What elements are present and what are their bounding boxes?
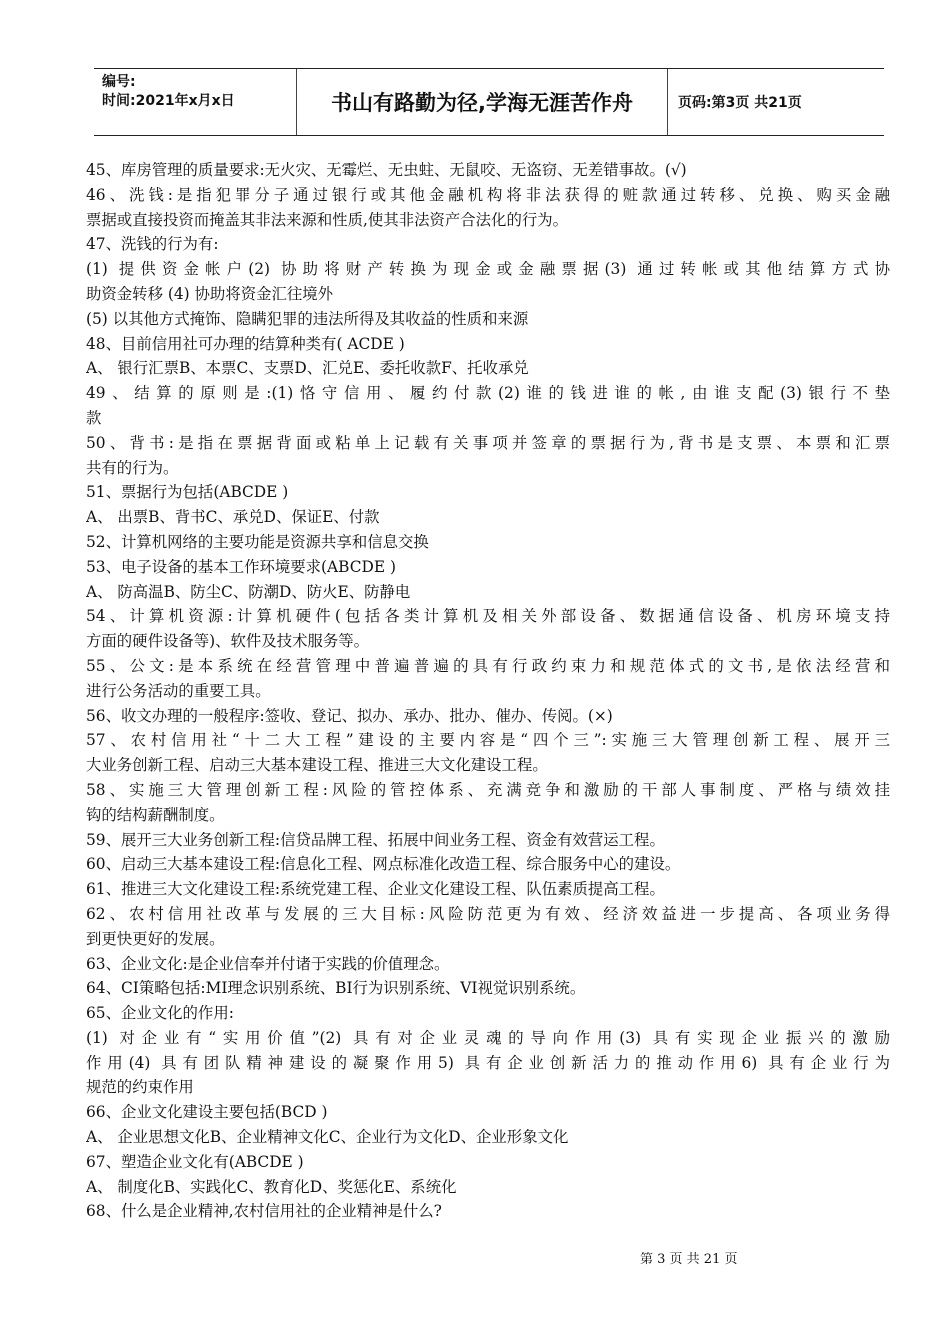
- text-line: 61、推进三大文化建设工程:系统党建工程、企业文化建设工程、队伍素质提高工程。: [86, 880, 665, 899]
- header-meta: [94, 69, 296, 135]
- page-footer: 第 3 页 共 21 页: [640, 1252, 738, 1267]
- text-line: 钩的结构薪酬制度。: [86, 805, 225, 824]
- header-motto: 书山有路勤为径,学海无涯苦作舟: [296, 69, 668, 135]
- text-line: 56、收文办理的一般程序:签收、登记、拟办、承办、批办、催办、传阅。(×): [86, 706, 613, 725]
- text-line: 款: [86, 408, 102, 427]
- text-line: 规范的约束作用: [86, 1078, 194, 1097]
- text-line: 46、洗钱:是指犯罪分子通过银行或其他金融机构将非法获得的赃款通过转移、兑换、购买金融: [86, 185, 890, 204]
- document-body: [86, 158, 890, 1224]
- text-line: 67、塑造企业文化有(ABCDE ): [86, 1152, 304, 1171]
- text-line: 54、计算机资源:计算机硬件(包括各类计算机及相关外部设备、数据通信设备、机房环境支持: [86, 607, 890, 626]
- text-line: (5) 以其他方式掩饰、隐瞒犯罪的违法所得及其收益的性质和来源: [86, 309, 529, 328]
- header-page-info: 页码:第3页 共21页: [678, 95, 802, 111]
- text-line: 62、农村信用社改革与发展的三大目标:风险防范更为有效、经济效益进一步提高、各项业务得: [86, 904, 890, 923]
- text-line: A、 银行汇票B、本票C、支票D、汇兑E、委托收款F、托收承兑: [86, 359, 529, 378]
- text-line: (1) 对企业有“实用价值”(2) 具有对企业灵魂的导向作用(3) 具有实现企业振兴的激励: [86, 1028, 890, 1047]
- text-line: 大业务创新工程、启动三大基本建设工程、推进三大文化建设工程。: [86, 756, 548, 775]
- text-line: 助资金转移 (4) 协助将资金汇往境外: [86, 284, 334, 303]
- text-line: 到更快更好的发展。: [86, 929, 225, 948]
- text-line: 52、计算机网络的主要功能是资源共享和信息交换: [86, 532, 429, 551]
- code-label: 编号:: [102, 74, 136, 90]
- text-line: 57、农村信用社“十二大工程”建设的主要内容是“四个三”:实施三大管理创新工程、展开三: [86, 731, 890, 750]
- text-line: 53、电子设备的基本工作环境要求(ABCDE ): [86, 557, 397, 576]
- text-line: A、 制度化B、实践化C、教育化D、奖惩化E、系统化: [86, 1177, 457, 1196]
- text-line: 64、CI策略包括:MI理念识别系统、BI行为识别系统、VI视觉识别系统。: [86, 979, 586, 998]
- text-line: 49、结算的原则是:(1)恪守信用、履约付款(2)谁的钱进谁的帐,由谁支配(3)银行不垫: [86, 384, 890, 403]
- text-line: 共有的行为。: [86, 458, 179, 477]
- text-line: 59、展开三大业务创新工程:信贷品牌工程、拓展中间业务工程、资金有效营运工程。: [86, 830, 665, 849]
- text-line: 65、企业文化的作用:: [86, 1004, 234, 1023]
- text-line: 58、实施三大管理创新工程:风险的管控体系、充满竞争和激励的干部人事制度、严格与绩效挂: [86, 780, 890, 799]
- text-line: 进行公务活动的重要工具。: [86, 681, 271, 700]
- text-line: 作用(4) 具有团队精神建设的凝聚作用5) 具有企业创新活力的推动作用6) 具有企业行为: [86, 1053, 890, 1072]
- text-line: 51、票据行为包括(ABCDE ): [86, 483, 289, 502]
- time-label: 时间:2021年x月x日: [102, 93, 235, 109]
- text-line: A、 出票B、背书C、承兑D、保证E、付款: [86, 508, 380, 527]
- text-line: 63、企业文化:是企业信奉并付诸于实践的价值理念。: [86, 954, 450, 973]
- text-line: A、 防高温B、防尘C、防潮D、防火E、防静电: [86, 582, 411, 601]
- text-line: 45、库房管理的质量要求:无火灾、无霉烂、无虫蛀、无鼠咬、无盗窃、无差错事故。(√): [86, 161, 687, 179]
- text-line: 60、启动三大基本建设工程:信息化工程、网点标准化改造工程、综合服务中心的建设。: [86, 855, 681, 874]
- text-line: 48、目前信用社可办理的结算种类有( ACDE ): [86, 334, 405, 353]
- text-line: 66、企业文化建设主要包括(BCD ): [86, 1103, 328, 1122]
- text-line: 50、背书:是指在票据背面或粘单上记载有关事项并签章的票据行为,背书是支票、本票和汇票: [86, 433, 890, 452]
- page-header: [94, 68, 884, 136]
- text-line: (1) 提供资金帐户(2) 协助将财产转换为现金或金融票据(3) 通过转帐或其他结算方式协: [86, 260, 890, 279]
- text-line: A、 企业思想文化B、企业精神文化C、企业行为文化D、企业形象文化: [86, 1128, 569, 1147]
- text-line: 47、洗钱的行为有:: [86, 235, 219, 254]
- text-line: 55、公文:是本系统在经营管理中普遍普遍的具有行政约束力和规范体式的文书,是依法经营和: [86, 656, 890, 675]
- text-line: 票据或直接投资而掩盖其非法来源和性质,使其非法资产合法化的行为。: [86, 210, 569, 229]
- text-line: 方面的硬件设备等)、软件及技术服务等。: [86, 632, 370, 651]
- text-line: 68、什么是企业精神,农村信用社的企业精神是什么?: [86, 1202, 442, 1221]
